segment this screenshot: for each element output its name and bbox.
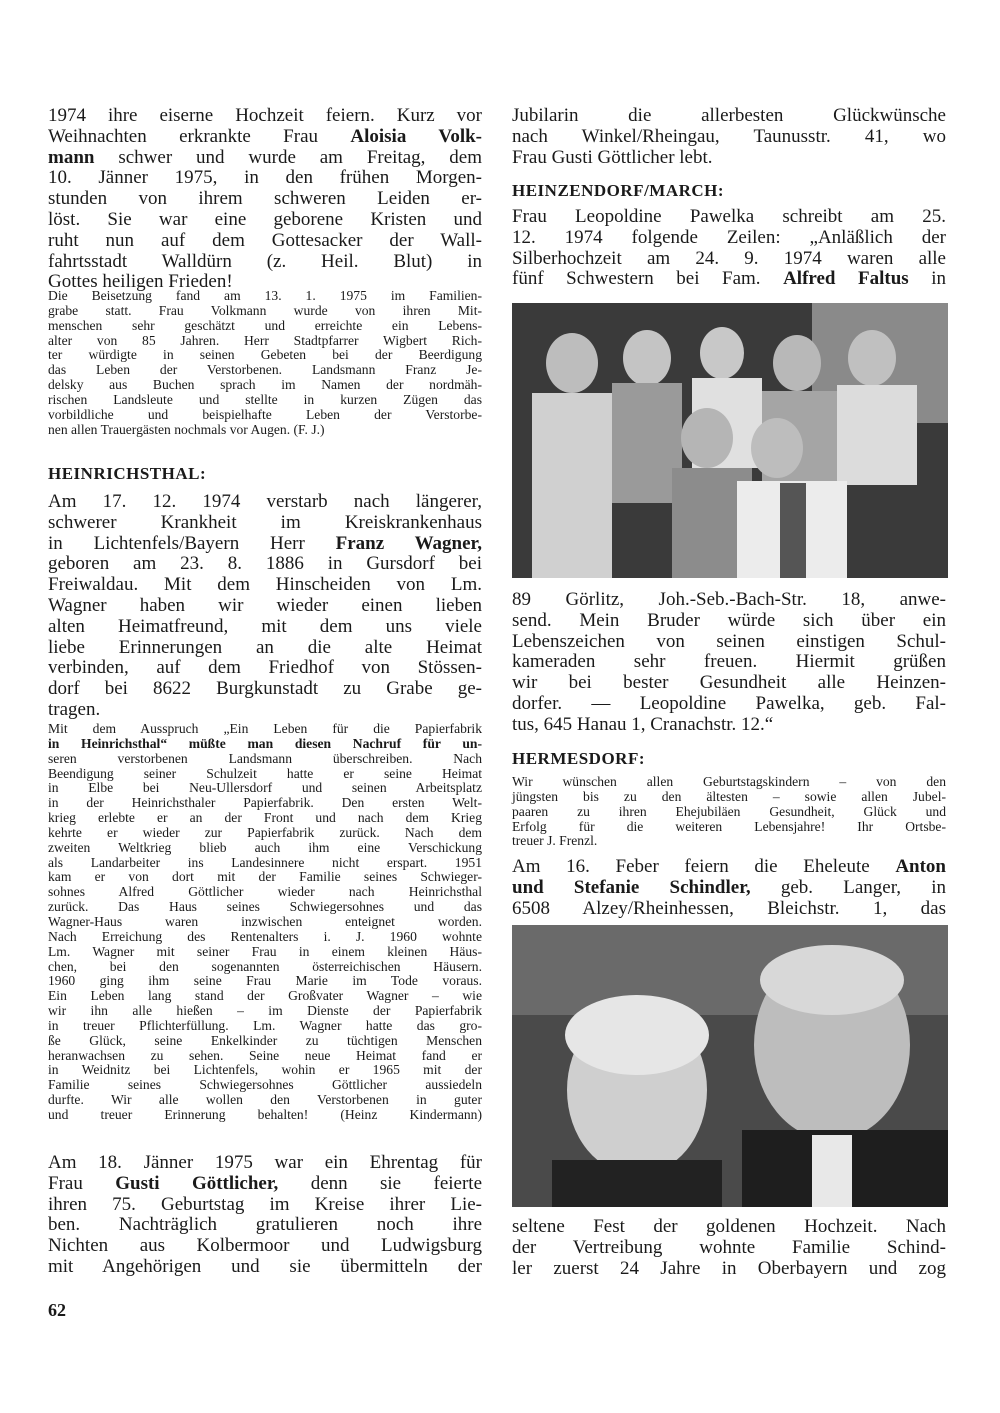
text-segment: geb. Langer, in (750, 876, 946, 898)
text-segment: in Lichtenfels/Bayern Herr (48, 532, 336, 554)
text-segment: chen, bei den sogenannten österreichischen Häusern. (48, 958, 482, 974)
text-line (48, 841, 482, 856)
text-line (48, 189, 482, 210)
text-segment: Silberhochzeit am 24. 9. 1974 waren alle (512, 247, 946, 269)
text-segment: fünf Schwestern bei Fam. (512, 268, 784, 290)
text-segment: grabe statt. Frau Volkmann wurde von ihren Mit- (48, 302, 482, 318)
text-segment: dorf bei 8622 Burgkunstadt zu Grabe ge- (48, 678, 482, 700)
text-segment: paaren zu ihren Ehejubiläen Gesundheit, Glück und (512, 803, 946, 819)
text-segment: dorfer. — Leopoldine Pawelka, geb. Fal- (512, 692, 946, 714)
photo-schindler-couple-image (512, 925, 948, 1207)
text-line (48, 393, 482, 408)
article-schindler-continued-text (512, 1217, 946, 1279)
text-line (48, 319, 482, 334)
text-segment: treuer J. Frenzl. (512, 833, 598, 849)
text-segment: wir bei bester Gesundheit alle Heinzen- (512, 672, 946, 694)
text-segment: durfte. Wir alle wollen den Verstorbenen in guter (48, 1092, 482, 1108)
article-volkmann-text (48, 106, 482, 293)
text-segment: kameraden sehr freuen. Hiermit grüßen (512, 651, 946, 673)
text-segment: sohnes Alfred Göttlicher wieder nach Heinrichsthal (48, 884, 482, 900)
text-line (48, 945, 482, 960)
text-line (512, 269, 946, 290)
text-line (512, 878, 946, 899)
text-segment: geboren am 23. 8. 1886 in Gursdorf bei (48, 553, 482, 575)
text-segment: löst. Sie war eine geborene Kristen und (48, 208, 482, 230)
text-line (512, 106, 946, 127)
text-line (48, 1034, 482, 1049)
article-pawelka-text (512, 207, 946, 290)
text-segment: 1974 ihre eiserne Hochzeit feiern. Kurz vor (48, 105, 482, 126)
text-segment: Frau Leopoldine Pawelka schreibt am 25. (512, 206, 946, 227)
text-line (48, 752, 482, 767)
text-line (48, 1215, 482, 1236)
article-schindler-text (512, 857, 946, 919)
text-segment: der Vertreibung wohnte Familie Schind- (512, 1236, 946, 1258)
text-segment: ler zuerst 24 Jahre in Oberbayern und zog (512, 1257, 946, 1279)
text-segment: und treuer Erinnerung behalten! (Heinz Kindermann) (48, 1106, 482, 1122)
bold-text-segment: Alfred Faltus (783, 268, 909, 290)
text-line (48, 1049, 482, 1064)
text-line (512, 694, 946, 715)
text-segment: in treuer Pflichterfüllung. Lm. Wagner hatte das gro- (48, 1017, 482, 1033)
text-line (48, 596, 482, 617)
text-segment: kam er von dort mit der Familie seines Schwieger- (48, 869, 482, 885)
text-segment: in der Heinrichsthaler Papierfabrik. Den ersten Welt- (48, 795, 482, 811)
article-goettlicher-text (48, 1153, 482, 1278)
text-line (48, 722, 482, 737)
text-segment: Lebenszeichen von seinen einstigen Schul- (512, 630, 946, 652)
text-segment: schwer und wurde am Freitag, dem (94, 146, 482, 168)
text-line (48, 423, 482, 438)
text-line (512, 1217, 946, 1238)
text-line (48, 1078, 482, 1093)
text-segment: in (908, 268, 947, 290)
text-line (48, 1257, 482, 1278)
text-line (48, 767, 482, 782)
text-line (512, 1259, 946, 1280)
text-line (48, 1174, 482, 1195)
text-line (48, 915, 482, 930)
text-line (48, 554, 482, 575)
section-heading-heinrichsthal: HEINRICHSTHAL: (48, 464, 207, 483)
text-line (48, 885, 482, 900)
text-line (48, 1093, 482, 1108)
text-segment: krieg erlebte er an der Front und nach dem Krieg (48, 810, 482, 826)
text-line (48, 168, 482, 189)
text-line (48, 1108, 482, 1123)
photo-faltus-family-image (512, 303, 948, 578)
text-segment: Am 17. 12. 1974 verstarb nach längerer, (48, 491, 482, 512)
text-segment: ter würdigte in seinen Gebeten bei der Beerdigung (48, 347, 482, 363)
text-segment: Nach Erreichung des Rentenalters i. J. 1960 wohnte (48, 928, 482, 944)
text-line (48, 658, 482, 679)
text-segment: ße Glück, seine Enkelkinder zu tüchtigen Menschen (48, 1032, 482, 1048)
text-segment: vorbildliche und beispielhafte Leben der Verstorbe- (48, 406, 482, 422)
text-segment: 6508 Alzey/Rheinhessen, Bleichstr. 1, das (512, 897, 946, 919)
text-segment: Ein Leben lang stand der Großvater Wagner – wie (48, 988, 482, 1004)
text-line (512, 148, 946, 169)
text-line (48, 289, 482, 304)
text-segment: Am 16. Feber feiern die Eheleute (512, 856, 896, 877)
article-pawelka-continued-text (512, 590, 946, 736)
text-segment: Gottes heiligen Frieden! (48, 271, 233, 293)
text-segment: Nichten aus Kolbermoor und Ludwigsburg (48, 1235, 482, 1257)
text-line (48, 127, 482, 148)
text-segment: ruht nun auf dem Gottesacker der Wall- (48, 229, 482, 251)
text-segment: heranwachsen zu sehen. Seine neue Heimat fand er (48, 1047, 482, 1063)
text-line (48, 106, 482, 127)
text-line (48, 252, 482, 273)
text-line (512, 632, 946, 653)
text-segment: Wir wünschen allen Geburtstagskindern – von den (512, 774, 946, 789)
text-segment: in Elbe bei Neu-Ullersdorf und seinen Arbeitsplatz (48, 780, 482, 796)
text-segment: 12. 1974 folgende Zeilen: „Anläßlich der (512, 226, 946, 248)
text-line (48, 617, 482, 638)
article-wagner-text (48, 492, 482, 721)
text-line (48, 348, 482, 363)
text-line (48, 737, 482, 752)
text-line (512, 611, 946, 632)
text-segment: liebe Erinnerungen an die alte Heimat (48, 636, 482, 658)
text-line (48, 930, 482, 945)
text-line (48, 231, 482, 252)
bold-text-segment: Anton (895, 856, 946, 877)
text-line (512, 775, 946, 790)
text-segment: jüngsten bis zu den ältesten – sowie allen Jubel- (512, 788, 946, 804)
text-line (512, 652, 946, 673)
article-goettlicher-continued-text (512, 106, 946, 168)
text-line (512, 1238, 946, 1259)
article-hermesdorf-greeting-text (512, 775, 946, 849)
text-segment: Am 18. Jänner 1975 war ein Ehrentag für (48, 1152, 482, 1173)
text-segment: Die Beisetzung fand am 13. 1. 1975 im Familien- (48, 288, 482, 303)
text-line (512, 820, 946, 835)
bold-text-segment: Aloisia Volk- (350, 125, 483, 147)
text-segment: seltene Fest der goldenen Hochzeit. Nach (512, 1216, 946, 1237)
text-line (48, 513, 482, 534)
text-segment: menschen sehr geschätzt und erreichte ein Lebens- (48, 317, 482, 333)
text-line (48, 378, 482, 393)
text-segment: Lm. Wagner mit seiner Frau in einem kleinen Häus- (48, 943, 482, 959)
text-line (512, 790, 946, 805)
text-line (48, 989, 482, 1004)
text-line (48, 781, 482, 796)
text-line (48, 870, 482, 885)
text-segment: als Landarbeiter ins Landesinnere nicht erspart. 1951 (48, 854, 482, 870)
section-heading-heinzendorf-march: HEINZENDORF/MARCH: (512, 181, 725, 200)
text-segment: seren verstorbenen Landsmann überschreiben. Nach (48, 750, 482, 766)
text-line (48, 210, 482, 231)
text-segment: schwerer Krankheit im Kreiskrankenhaus (48, 511, 482, 533)
article-wagner-obituary-text (48, 722, 482, 1123)
bold-text-segment: Gusti Göttlicher, (115, 1172, 279, 1194)
text-segment: 89 Görlitz, Joh.-Seb.-Bach-Str. 18, anwe- (512, 589, 946, 610)
text-segment: verbinden, auf dem Friedhof von Stössen- (48, 657, 482, 679)
text-line (512, 805, 946, 820)
text-line (48, 960, 482, 975)
text-line (48, 334, 482, 349)
text-line (48, 700, 482, 721)
text-line (512, 207, 946, 228)
text-line (48, 1195, 482, 1216)
text-line (512, 857, 946, 878)
text-line (48, 856, 482, 871)
section-heading-hermesdorf: HERMESDORF: (512, 749, 645, 768)
text-line (48, 1004, 482, 1019)
text-line (48, 534, 482, 555)
text-line (48, 811, 482, 826)
text-line (48, 148, 482, 169)
text-line (512, 834, 946, 849)
text-segment: in Weidnitz bei Lichtenfels, wohin er 1965 mit der (48, 1062, 482, 1078)
photo-faltus-family (512, 303, 948, 578)
text-segment: Wagner haben wir wieder einen lieben (48, 594, 482, 616)
text-segment: Weihnachten erkrankte Frau (48, 125, 351, 147)
text-line (48, 304, 482, 319)
text-segment: nen allen Trauergästen nochmals vor Augen. (F. J.) (48, 421, 325, 437)
text-segment: Freiwaldau. Mit dem Hinscheiden von Lm. (48, 574, 482, 596)
text-segment: Frau Gusti Göttlicher lebt. (512, 146, 713, 168)
page-number: 62 (48, 1300, 66, 1320)
text-segment: ben. Nachträglich gratulieren noch ihre (48, 1214, 482, 1236)
text-line (48, 1063, 482, 1078)
text-segment: delsky aus Buchen sprach im Namen der nordmäh- (48, 377, 482, 393)
text-line (48, 974, 482, 989)
text-line (512, 127, 946, 148)
text-segment: alten Heimatfreund, mit dem uns viele (48, 615, 482, 637)
text-line (512, 715, 946, 736)
text-segment: zurück. Das Haus seines Schwiegersohnes und das (48, 899, 482, 915)
bold-text-segment: Franz Wagner, (335, 532, 482, 554)
text-line (48, 826, 482, 841)
text-segment: stunden von ihrem schweren Leiden er- (48, 188, 482, 210)
text-segment: tragen. (48, 698, 101, 720)
text-segment: Frau (48, 1172, 116, 1194)
text-segment: Beendigung seiner Schulzeit hatte er seine Heimat (48, 765, 482, 781)
text-line (512, 590, 946, 611)
text-line (48, 638, 482, 659)
text-line (512, 228, 946, 249)
text-segment: Erfolg für die weiteren Lebensjahre! Ihr Ortsbe- (512, 818, 946, 834)
bold-text-segment: und Stefanie Schindler, (512, 876, 751, 898)
bold-text-segment: mann (48, 146, 95, 168)
text-segment: Wagner-Haus waren inzwischen enteignet worden. (48, 913, 482, 929)
text-line (512, 673, 946, 694)
text-segment: denn sie feierte (278, 1172, 482, 1194)
text-segment: zweiten Weltkrieg blieb auch ihm eine Verschickung (48, 839, 482, 855)
text-segment: tus, 645 Hanau 1, Cranachstr. 12.“ (512, 713, 774, 735)
text-segment: Jubilarin die allerbesten Glückwünsche (512, 105, 946, 126)
text-segment: nach Winkel/Rheingau, Taunusstr. 41, wo (512, 125, 946, 147)
text-segment: alter von 85 Jahren. Herr Stadtpfarrer Wigbert Rich- (48, 332, 482, 348)
text-segment: rischen Landsleute und stellte in kurzen Zügen das (48, 391, 482, 407)
text-line (48, 363, 482, 378)
text-segment: ihren 75. Geburtstag im Kreise ihrer Lie- (48, 1193, 482, 1215)
text-segment: wir ihn alle hießen – im Dienste der Papierfabrik (48, 1003, 482, 1019)
text-line (48, 796, 482, 811)
text-segment: kehrte er wieder zur Papierfabrik zurück. Nach dem (48, 824, 482, 840)
article-volkmann-funeral-text (48, 289, 482, 437)
text-segment: mit Angehörigen und sie übermitteln der (48, 1255, 482, 1277)
text-segment: 10. Jänner 1975, in den frühen Morgen- (48, 167, 482, 189)
text-line (48, 679, 482, 700)
text-line (512, 899, 946, 920)
text-line (48, 1236, 482, 1257)
text-segment: 1960 ging ihm seine Frau Marie im Tode voraus. (48, 973, 482, 989)
text-line (48, 1153, 482, 1174)
text-line (48, 575, 482, 596)
text-segment: Familie seines Schwiegersohnes Göttlicher aussiedeln (48, 1077, 482, 1093)
text-line (48, 900, 482, 915)
text-segment: das Leben der Verstorbenen. Landsmann Franz Je- (48, 362, 482, 378)
text-line (48, 1019, 482, 1034)
bold-text-segment: in Heinrichsthal“ müßte man diesen Nachruf für un- (48, 735, 482, 751)
text-segment: Mit dem Ausspruch „Ein Leben für die Papierfabrik (48, 721, 482, 736)
text-line (512, 249, 946, 270)
text-line (48, 492, 482, 513)
text-segment: fahrtsstadt Walldürn (z. Heil. Blut) in (48, 250, 482, 272)
photo-schindler-couple (512, 925, 948, 1207)
text-line (48, 408, 482, 423)
text-segment: send. Mein Bruder würde sich über ein (512, 609, 946, 631)
